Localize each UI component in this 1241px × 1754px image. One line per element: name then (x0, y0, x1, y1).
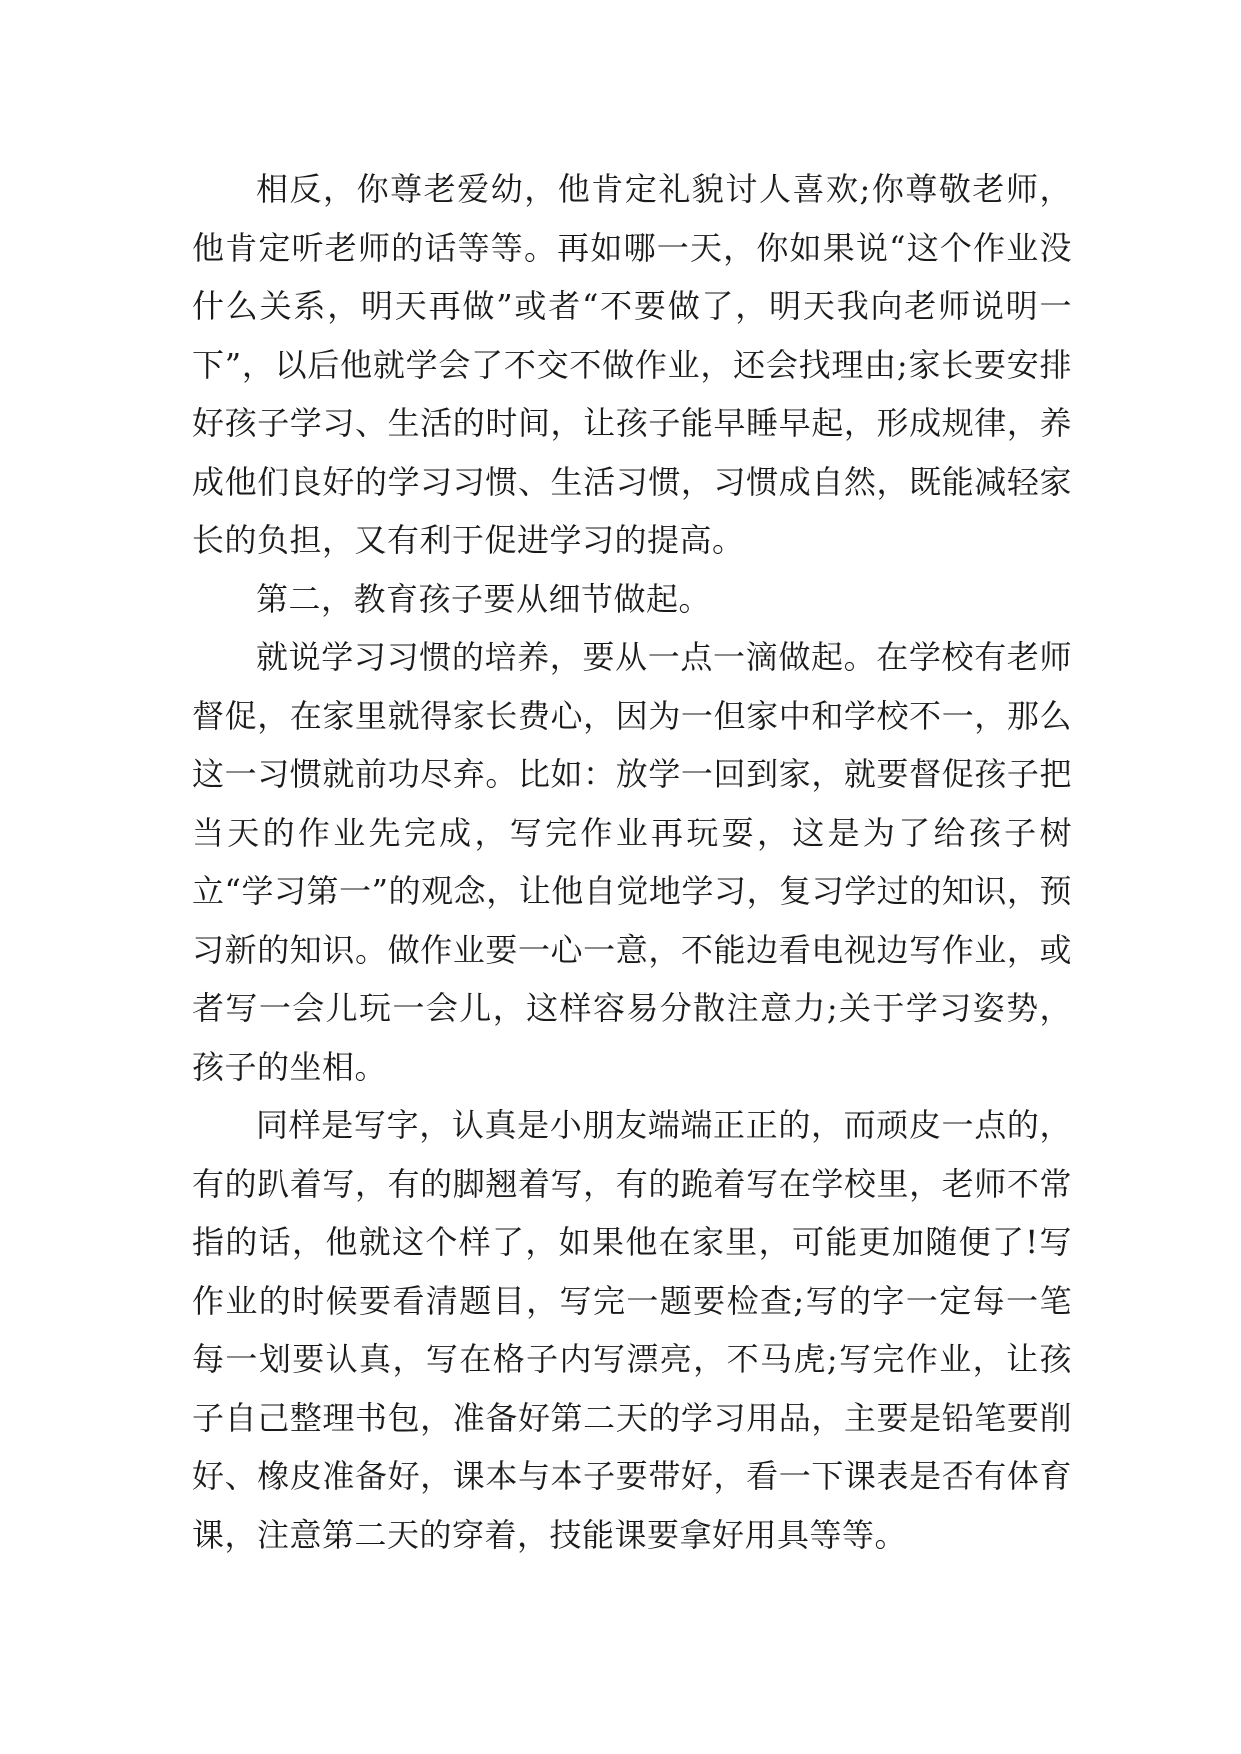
paragraph: 相反，你尊老爱幼，他肯定礼貌讨人喜欢;你尊敬老师，他肯定听老师的话等等。再如哪一天，你如果说“这个作业没什么关系，明天再做”或者“不要做了，明天我向老师说明一下”，以后他就学会了不交不做作业，还会找理由;家长要安排好孩子学习、生活的时间，让孩子能早睡早起，形成规律，养成他们良好的学习习惯、生活习惯，习惯成自然，既能减轻家长的负担，又有利于促进学习的提高。 (192, 170, 1072, 559)
section-heading: 第二，教育孩子要从细节做起。 (256, 579, 712, 618)
paragraph: 就说学习习惯的培养，要从一点一滴做起。在学校有老师督促，在家里就得家长费心，因为一但家中和学校不一，那么这一习惯就前功尽弃。比如：放学一回到家，就要督促孩子把当天的作业先完成，写完作业再玩耍，这是为了给孩子树立“学习第一”的观念，让他自觉地学习，复习学过的知识，预习新的知识。做作业要一心一意，不能边看电视边写作业，或者写一会儿玩一会儿，这样容易分散注意力;关于学习姿势，孩子的坐相。 (192, 638, 1072, 1086)
paragraph: 同样是写字，认真是小朋友端端正正的，而顽皮一点的，有的趴着写，有的脚翘着写，有的跪着写在学校里，老师不常指的话，他就这个样了，如果他在家里，可能更加随便了!写作业的时候要看清题目，写完一题要检查;写的字一定每一笔每一划要认真，写在格子内写漂亮，不马虎;写完作业，让孩子自己整理书包，准备好第二天的学习用品，主要是铅笔要削好、橡皮准备好，课本与本子要带好，看一下课表是否有体育课，注意第二天的穿着，技能课要拿好用具等等。 (192, 1106, 1072, 1554)
document-body (192, 160, 1072, 1564)
